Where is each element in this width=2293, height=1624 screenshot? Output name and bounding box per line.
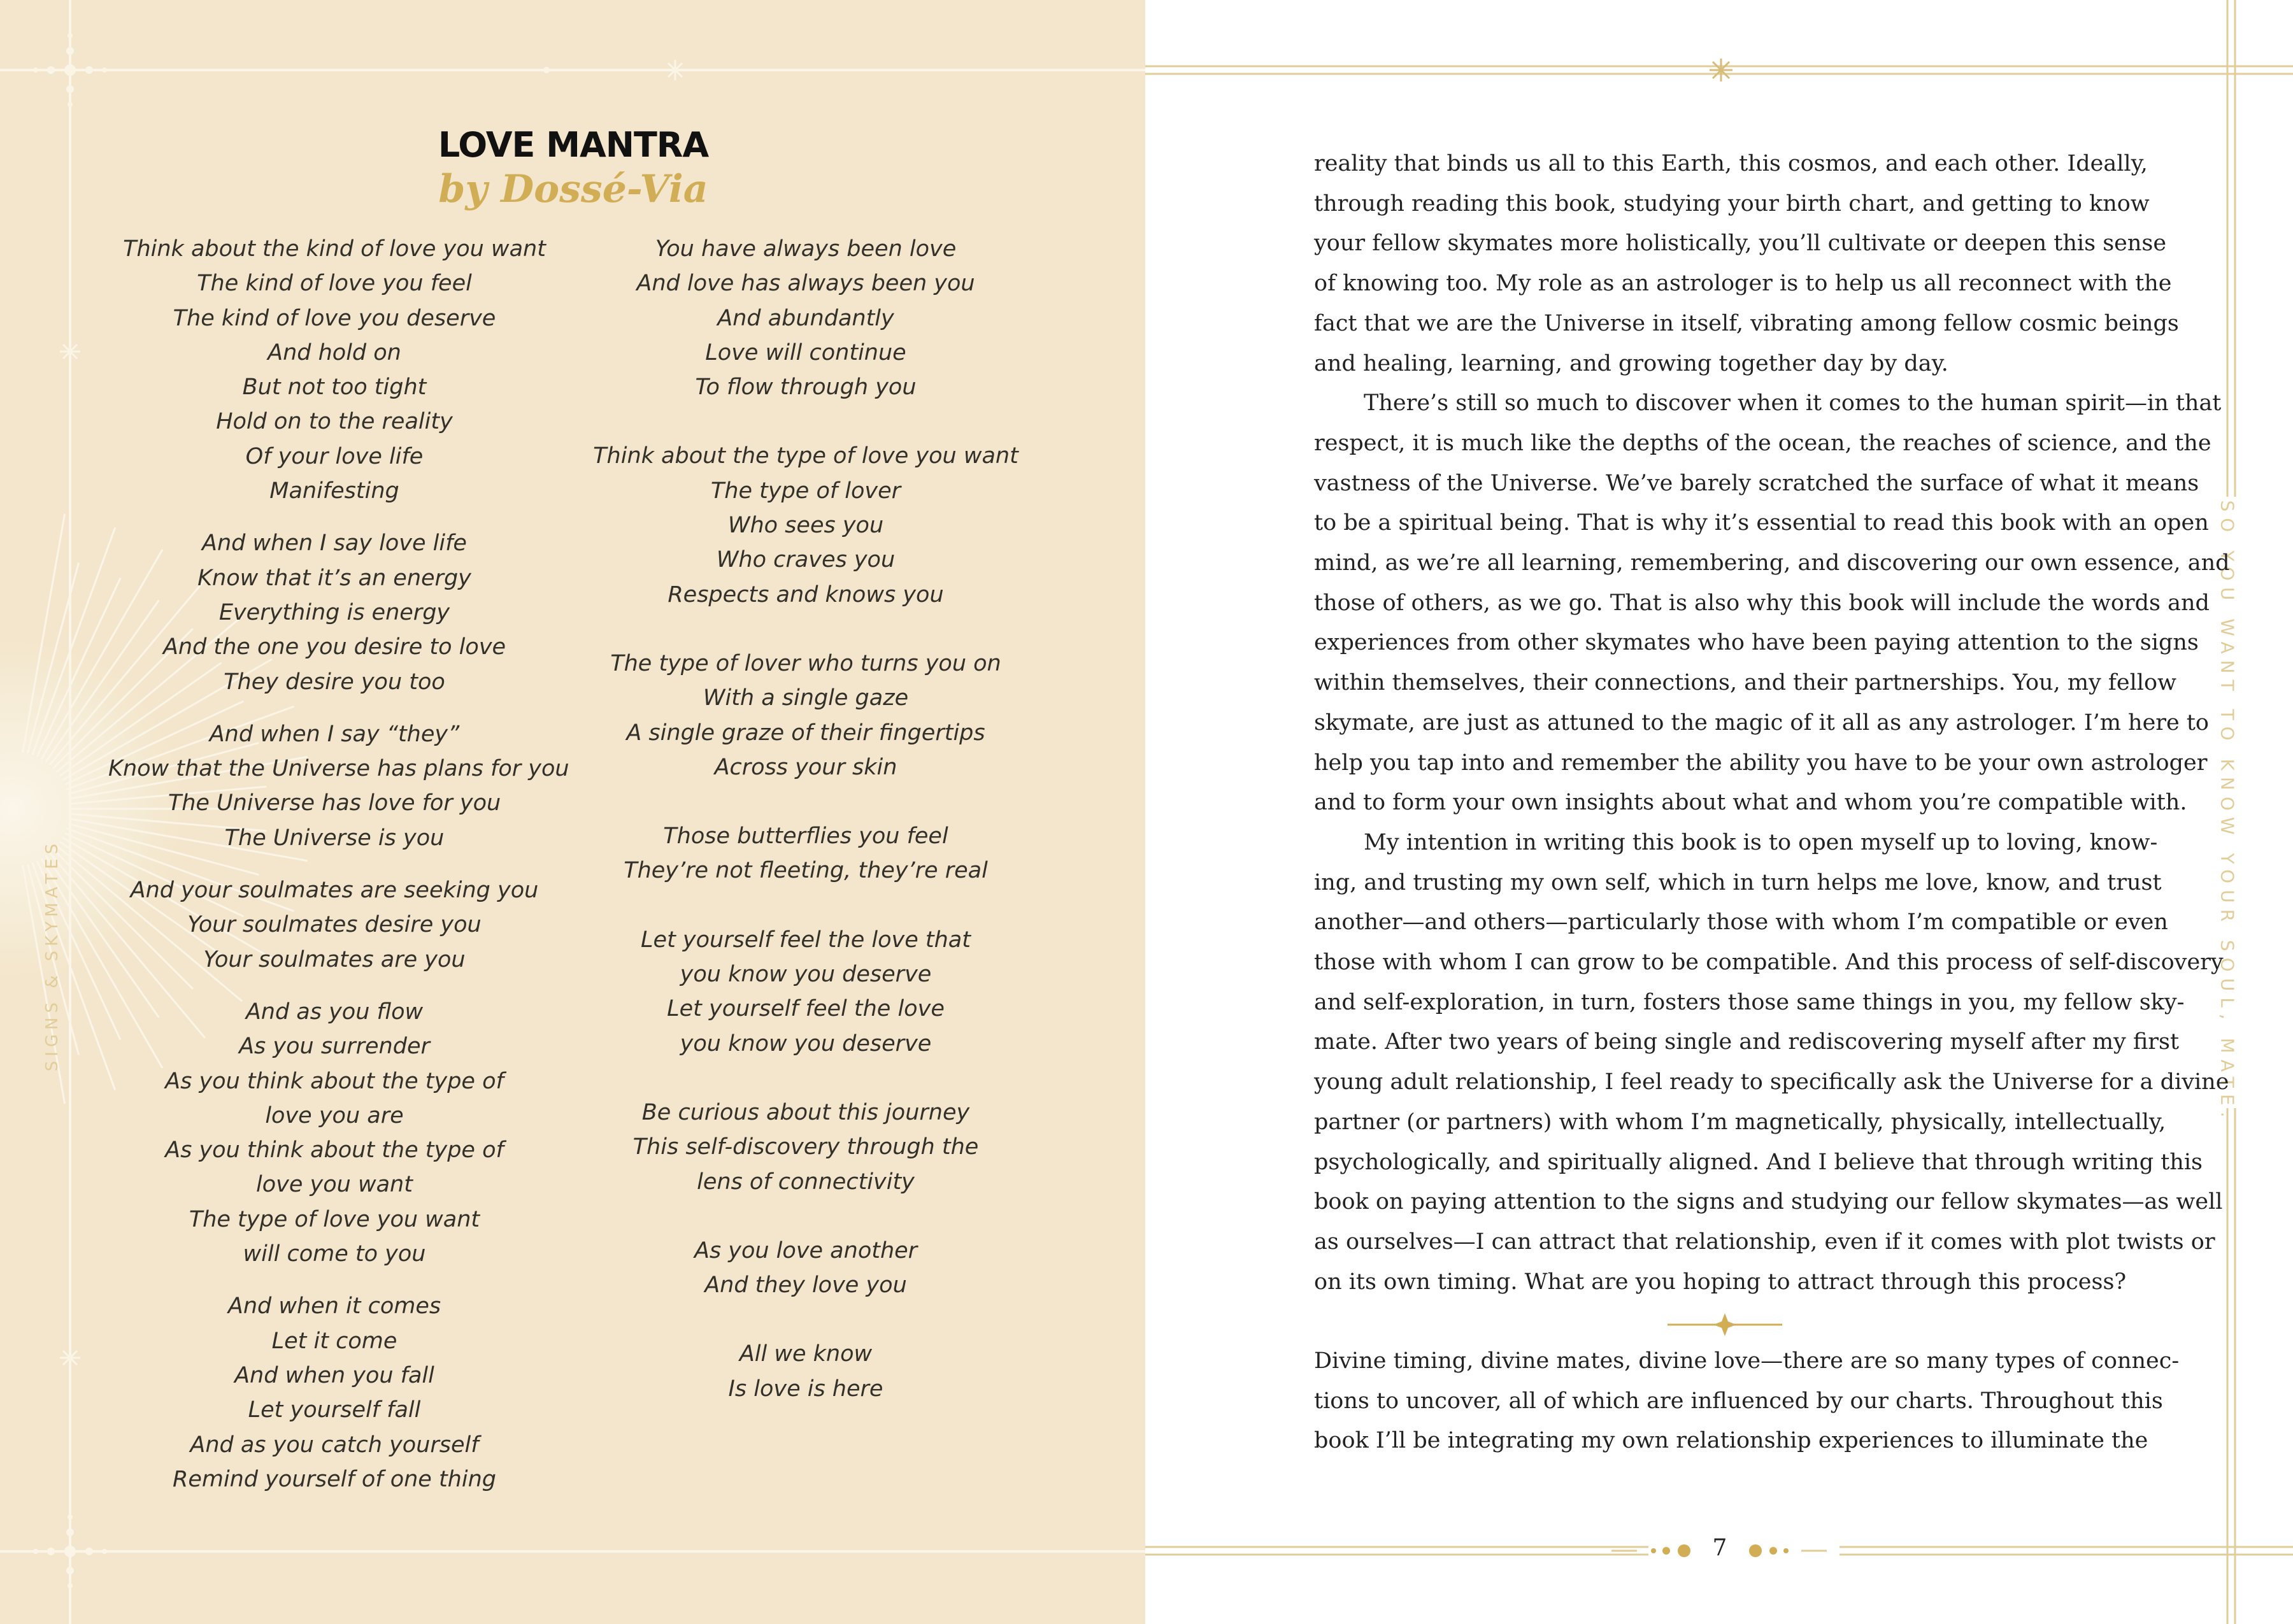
body-line: within themselves, their connections, and their partnerships. You, my fellow — [1314, 670, 2176, 696]
page-number: 7 — [1712, 1535, 1727, 1561]
body-line: skymate, are just as attuned to the magic of it all as any astrologer. I’m here to — [1314, 709, 2209, 736]
poem-line: Think about the kind of love you want — [123, 236, 546, 262]
poem-stanza — [108, 1289, 561, 1497]
poem-line: Who sees you — [727, 513, 884, 539]
poem-line: Manifesting — [269, 478, 399, 504]
poem-line: Know that the Universe has plans for you — [108, 756, 569, 782]
poem-line: A single graze of their fingertips — [626, 720, 985, 746]
running-head-right: SO YOU WANT TO KNOW YOUR SOUL, MATE. — [2217, 500, 2238, 1124]
poem-line: The kind of love you deserve — [173, 305, 496, 331]
body-line: vastness of the Universe. We’ve barely scratched the surface of what it means — [1314, 470, 2199, 496]
poem-line: Everything is energy — [218, 599, 450, 625]
poem-line: And they love you — [704, 1272, 907, 1299]
poem-line: Your soulmates desire you — [187, 912, 482, 938]
poem-line: As you surrender — [239, 1034, 430, 1060]
poem-title: LOVE MANTRA — [438, 125, 709, 165]
body-line: book on paying attention to the signs and studying our fellow skymates—as well — [1314, 1189, 2223, 1215]
poem-stanza — [573, 1095, 1038, 1199]
poem-line: Your soulmates are you — [203, 946, 466, 972]
poem-line: The Universe is you — [224, 825, 445, 851]
poem-line: They desire you too — [224, 669, 445, 695]
poem-author: by Dossé-Via — [438, 167, 708, 211]
body-line: and healing, learning, and growing together day by day. — [1314, 350, 1948, 376]
poem-line: And love has always been you — [636, 271, 975, 297]
body-line: your fellow skymates more holistically, you’ll cultivate or deepen this sense — [1314, 231, 2167, 257]
body-paragraph — [1314, 383, 2230, 823]
running-head-left: SIGNS & SKYMATES — [43, 839, 62, 1072]
poem-line: Hold on to the reality — [216, 409, 453, 435]
poem-line: Be curious about this journey — [641, 1099, 970, 1125]
body-line: There’s still so much to discover when it comes to the human spirit—in that — [1364, 390, 2222, 417]
body-line: those of others, as we go. That is also why this book will include the words and — [1314, 590, 2210, 616]
poem-line: The type of love you want — [189, 1206, 480, 1232]
poem-line: will come to you — [243, 1241, 426, 1267]
poem-stanza — [108, 232, 561, 508]
poem-line: love you are — [265, 1102, 404, 1129]
poem-line: This self-discovery through the — [632, 1134, 979, 1160]
poem-stanza — [573, 646, 1038, 785]
poem-line: Let yourself fall — [248, 1397, 421, 1423]
poem-line: Who craves you — [716, 547, 896, 573]
poem-line: Let yourself feel the love — [667, 996, 945, 1022]
top-star-icon — [1710, 59, 1732, 82]
poem-stanza — [573, 1337, 1038, 1406]
body-line: of knowing too. My role as an astrologer is to help us all reconnect with the — [1314, 271, 2172, 297]
body-line: reality that binds us all to this Earth, this cosmos, and each other. Ideally, — [1314, 151, 2148, 176]
poem-line: The type of lover — [710, 478, 901, 504]
poem-stanza — [108, 873, 561, 977]
poem-line: To flow through you — [695, 374, 917, 401]
body-line: another—and others—particularly those with whom I’m compatible or even — [1314, 909, 2168, 936]
poem-column-left — [108, 232, 569, 1514]
body-line: to be a spiritual being. That is why it’s essential to read this book with an open — [1314, 510, 2209, 536]
poem-line: Let it come — [271, 1328, 397, 1354]
poem-line: And when you fall — [234, 1362, 434, 1388]
poem-line: But not too tight — [242, 374, 427, 401]
poem-line: Is love is here — [728, 1376, 883, 1402]
poem-line: Across your skin — [714, 754, 897, 780]
poem-stanza — [108, 717, 569, 855]
poem-line: The kind of love you feel — [197, 271, 472, 297]
poem-line: you know you deserve — [680, 962, 932, 988]
poem-line: And abundantly — [717, 305, 894, 331]
poem-line: They’re not fleeting, they’re real — [624, 858, 988, 884]
poem-line: As you love another — [694, 1237, 918, 1264]
poem-line: Let yourself feel the love that — [641, 927, 971, 953]
poem-line: Respects and knows you — [668, 581, 944, 608]
body-line: those with whom I can grow to be compatible. And this process of self-discovery — [1314, 950, 2224, 976]
body-line: as ourselves—I can attract that relationship, even if it comes with plot twists or — [1314, 1229, 2215, 1255]
body-paragraph — [1314, 144, 2179, 383]
body-line: Divine timing, divine mates, divine love—there are so many types of connec- — [1314, 1348, 2180, 1374]
poem-line: With a single gaze — [703, 685, 909, 711]
poem-line: And as you flow — [245, 999, 424, 1025]
body-line: through reading this book, studying your birth chart, and getting to know — [1314, 190, 2150, 217]
body-paragraph — [1314, 1341, 2180, 1461]
poem-line: Think about the type of love you want — [593, 443, 1018, 469]
body-line: partner (or partners) with whom I’m magnetically, physically, intellectually, — [1314, 1109, 2166, 1135]
poem-line: And when I say love life — [202, 531, 467, 557]
poem-line: Love will continue — [705, 339, 906, 366]
poem-line: As you think about the type of — [165, 1068, 504, 1094]
body-line: book I’ll be integrating my own relationship experiences to illuminate the — [1314, 1428, 2148, 1454]
poem-line: You have always been love — [655, 236, 957, 262]
poem-stanza — [573, 923, 1038, 1061]
poem-line: And as you catch yourself — [190, 1432, 479, 1458]
poem-line: lens of connectivity — [697, 1169, 915, 1195]
poem-line: you know you deserve — [680, 1030, 932, 1057]
body-line: young adult relationship, I feel ready to specifically ask the Universe for a divine — [1314, 1069, 2229, 1095]
poem-stanza — [573, 439, 1038, 611]
section-break-star-icon — [1668, 1313, 1782, 1336]
body-line: and self-exploration, in turn, fosters those same things in you, my fellow sky- — [1314, 989, 2185, 1015]
poem-line: And hold on — [268, 339, 401, 366]
left-page — [0, 0, 1145, 1624]
poem-line: Of your love life — [245, 443, 424, 469]
poem-line: And the one you desire to love — [162, 634, 506, 660]
body-line: fact that we are the Universe in itself, vibrating among fellow cosmic beings — [1314, 310, 2179, 336]
poem-line: The Universe has love for you — [168, 790, 501, 816]
poem-stanza — [108, 995, 561, 1271]
body-line: on its own timing. What are you hoping to attract through this process? — [1314, 1269, 2127, 1295]
body-line: experiences from other skymates who have been paying attention to the signs — [1314, 630, 2199, 656]
poem-line: As you think about the type of — [165, 1137, 504, 1164]
body-paragraph — [1314, 823, 2229, 1302]
poem-line: All we know — [739, 1341, 873, 1367]
poem-stanza — [108, 526, 561, 699]
poem-line: The type of lover who turns you on — [610, 650, 1001, 676]
poem-line: love you want — [256, 1172, 413, 1198]
body-text-after-break — [1314, 1341, 2180, 1461]
poem-line: Know that it’s an energy — [197, 565, 471, 591]
body-line: mate. After two years of being single and rediscovering myself after my first — [1314, 1029, 2180, 1055]
poem-line: And when I say “they” — [209, 721, 460, 747]
body-line: psychologically, and spiritually aligned. And I believe that through writing this — [1314, 1149, 2203, 1175]
poem-stanza — [573, 819, 1038, 888]
body-line: tions to uncover, all of which are influenced by our charts. Throughout this — [1314, 1388, 2163, 1414]
poem-line: And when it comes — [227, 1293, 441, 1320]
body-line: mind, as we’re all learning, remembering, and discovering our own essence, and — [1314, 550, 2230, 576]
poem-line: Those butterflies you feel — [663, 823, 948, 850]
body-line: and to form your own insights about what and whom you’re compatible with. — [1314, 790, 2187, 816]
body-line: help you tap into and remember the ability you have to be your own astrologer — [1314, 750, 2208, 776]
poem-line: Remind yourself of one thing — [173, 1466, 496, 1492]
poem-stanza — [573, 232, 1038, 404]
body-line: My intention in writing this book is to open myself up to loving, know- — [1364, 829, 2158, 855]
poem-line: And your soulmates are seeking you — [130, 878, 539, 904]
body-line: ing, and trusting my own self, which in turn helps me love, know, and trust — [1314, 869, 2162, 895]
poem-stanza — [573, 1234, 1038, 1303]
body-line: respect, it is much like the depths of the ocean, the reaches of science, and the — [1314, 430, 2211, 456]
poem-column-right — [573, 232, 1038, 1441]
